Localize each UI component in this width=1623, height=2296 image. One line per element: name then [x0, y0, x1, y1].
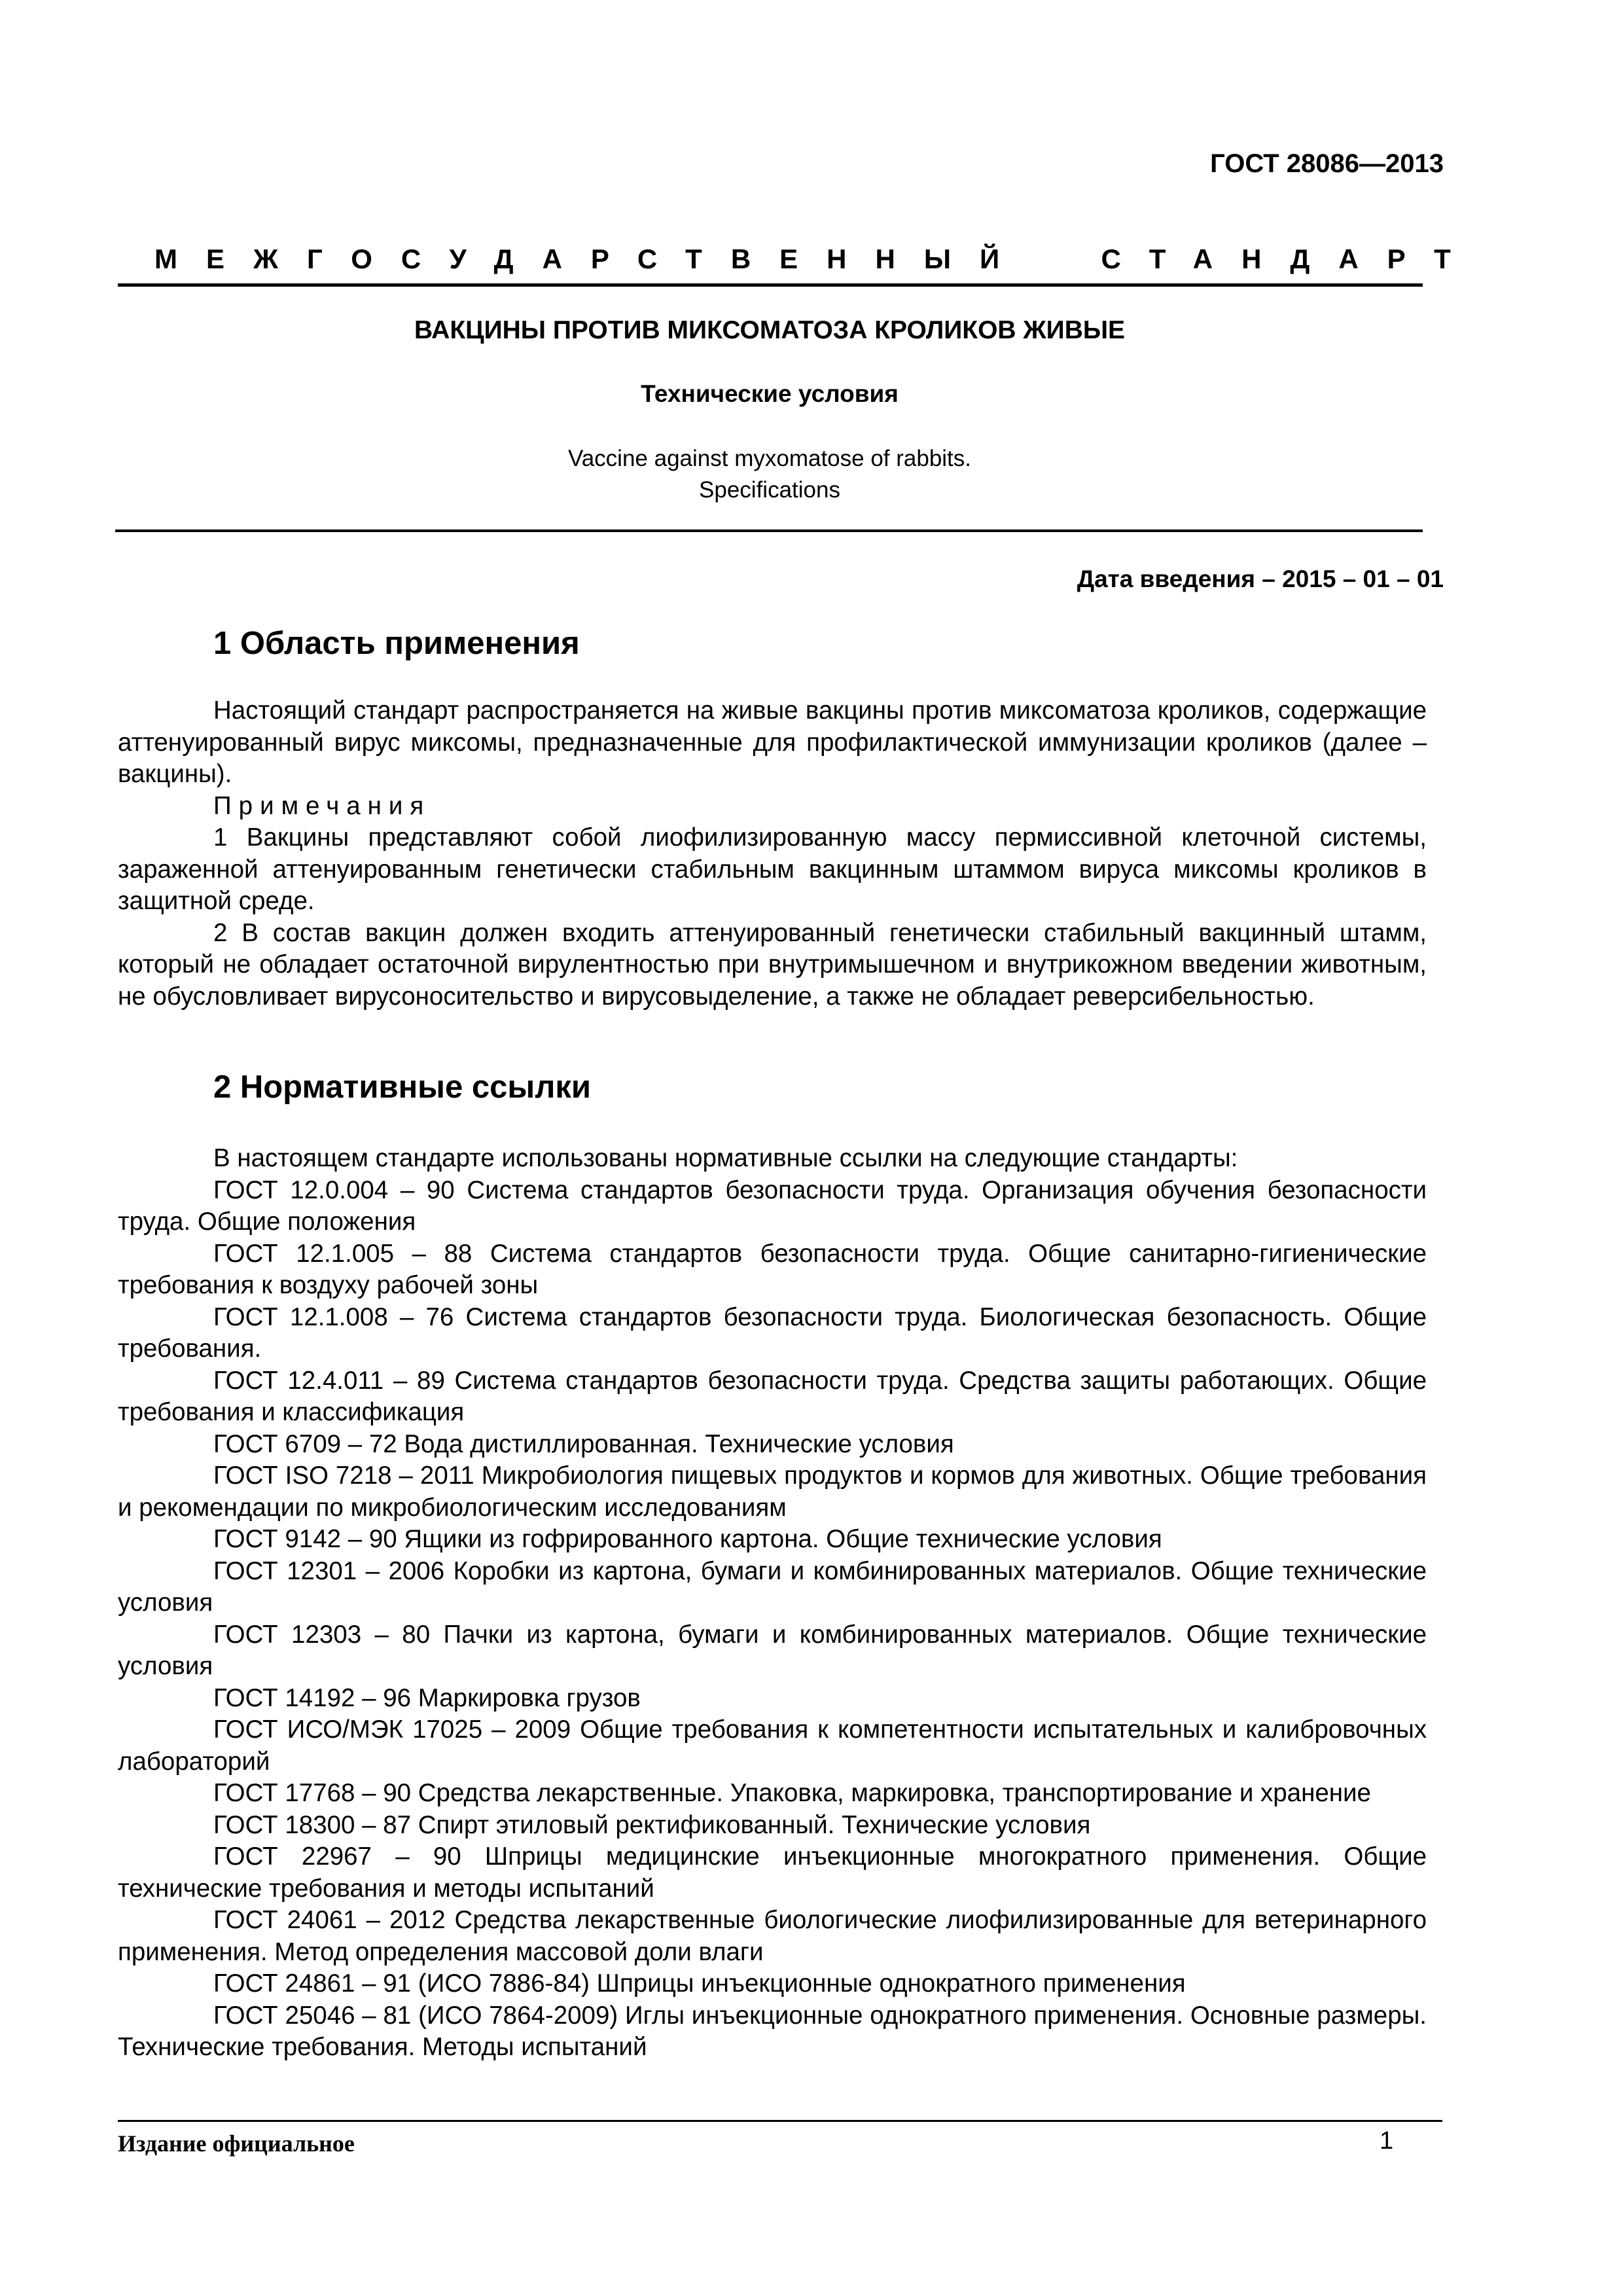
reference-item: ГОСТ 12.1.005 – 88 Система стандартов безопасности труда. Общие санитарно-гигиенические требования к воздуху рабочей зоны: [118, 1239, 1427, 1299]
reference-item: ГОСТ 24061 – 2012 Средства лекарственные биологические лиофилизированные для ветеринарного применения. Метод определения массовой доли влаги: [118, 1906, 1427, 1966]
document-subtitle: Технические условия: [641, 380, 899, 407]
english-title-line-2: Specifications: [699, 477, 840, 503]
scope-paragraph: Настоящий стандарт распространяется на живые вакцины против миксоматоза кроликов, содержащие аттенуированный вирус миксомы, предназначенные для профилактической иммунизации кроликов (далее – вакцины).: [118, 696, 1427, 788]
footer-divider: [118, 2120, 1442, 2122]
reference-item: ГОСТ ISO 7218 – 2011 Микробиология пищевых продуктов и кормов для животных. Общие требования и рекомендации по микробиологическим исследованиям: [118, 1462, 1427, 1522]
reference-item: ГОСТ 24861 – 91 (ИСО 7886-84) Шприцы инъекционные однократного применения: [213, 1969, 1186, 1998]
reference-item: ГОСТ 14192 – 96 Маркировка грузов: [213, 1683, 641, 1712]
section-2-heading: 2 Нормативные ссылки: [213, 1069, 591, 1105]
section-1-body: [118, 695, 1427, 1013]
notes-label: Примечания: [213, 791, 431, 820]
english-title: [0, 443, 1539, 506]
document-number: ГОСТ 28086—2013: [1210, 149, 1444, 178]
reference-item: ГОСТ 12303 – 80 Пачки из картона, бумаги и комбинированных материалов. Общие технические условия: [118, 1620, 1427, 1680]
reference-item: ГОСТ 12.4.011 – 89 Система стандартов безопасности труда. Средства защиты работающих. Общие требования и классификация: [118, 1366, 1427, 1426]
interstate-standard-label: МЕЖГОСУДАРСТВЕННЫЙ СТАНДАРТ: [154, 243, 1480, 274]
reference-item: ГОСТ 9142 – 90 Ящики из гофрированного картона. Общие технические условия: [213, 1525, 1162, 1553]
title-divider: [115, 529, 1423, 532]
reference-item: ГОСТ ИСО/МЭК 17025 – 2009 Общие требования к компетентности испытательных и калибровочных лабораторий: [118, 1715, 1427, 1776]
introduction-date: Дата введения – 2015 – 01 – 01: [1077, 565, 1444, 592]
reference-item: ГОСТ 22967 – 90 Шприцы медицинские инъекционные многократного применения. Общие технические требования и методы испытаний: [118, 1842, 1427, 1903]
references-intro: В настоящем стандарте использованы нормативные ссылки на следующие стандарты:: [213, 1144, 1238, 1172]
reference-item: ГОСТ 18300 – 87 Спирт этиловый ректификованный. Технические условия: [213, 1810, 1091, 1839]
english-title-line-1: Vaccine against myxomatose of rabbits.: [567, 446, 972, 471]
note-2: 2 В состав вакцин должен входить аттенуированный генетически стабильный вакцинный штамм, который не обладает остаточной вирулентностью при внутримышечном и внутрикожном введении животным, не обусловливает вирусоносительство и вирусовыделение, а также не обладает реверсибельностью.: [118, 918, 1427, 1011]
page-number: 1: [1380, 2127, 1394, 2155]
reference-item: ГОСТ 17768 – 90 Средства лекарственные. Упаковка, маркировка, транспортирование и хранение: [213, 1779, 1371, 1807]
section-2-body: [118, 1143, 1427, 2064]
reference-item: ГОСТ 6709 – 72 Вода дистиллированная. Технические условия: [213, 1429, 954, 1458]
top-divider: [118, 283, 1423, 287]
section-1-heading: 1 Область применения: [213, 626, 580, 661]
reference-item: ГОСТ 12301 – 2006 Коробки из картона, бумаги и комбинированных материалов. Общие технические условия: [118, 1556, 1427, 1617]
note-1: 1 Вакцины представляют собой лиофилизированную массу пермиссивной клеточной системы, зараженной аттенуированным генетически стабильным вакцинным штаммом вируса миксомы кроликов в защитной среде.: [118, 823, 1427, 915]
reference-item: ГОСТ 25046 – 81 (ИСО 7864-2009) Иглы инъекционные однократного применения. Основные размеры. Технические требования. Методы испытаний: [118, 2001, 1427, 2061]
reference-item: ГОСТ 12.0.004 – 90 Система стандартов безопасности труда. Организация обучения безопасности труда. Общие положения: [118, 1175, 1427, 1236]
reference-item: ГОСТ 12.1.008 – 76 Система стандартов безопасности труда. Биологическая безопасность. Общие требования.: [118, 1302, 1427, 1363]
document-title: ВАКЦИНЫ ПРОТИВ МИКСОМАТОЗА КРОЛИКОВ ЖИВЫЕ: [414, 316, 1126, 344]
official-edition-label: Издание официальное: [118, 2130, 355, 2157]
